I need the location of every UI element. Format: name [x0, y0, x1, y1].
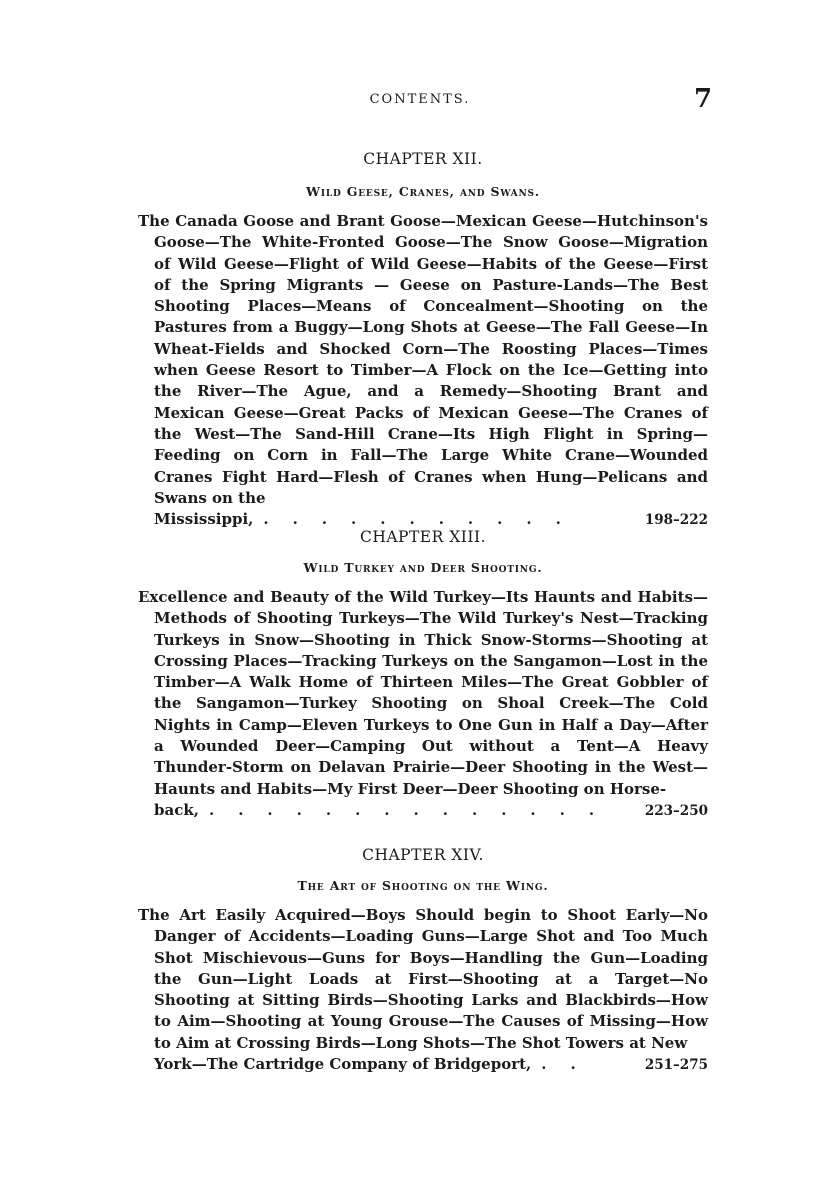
- chapter-subtitle: The Art of Shooting on the Wing.: [297, 878, 549, 893]
- dot-leader: ..............: [208, 800, 619, 819]
- summary-last-line: Mississippi,: [154, 510, 254, 529]
- chapter-subtitle: Wild Turkey and Deer Shooting.: [303, 560, 543, 575]
- dot-leader: ..: [541, 1055, 600, 1074]
- chapter-summary: [138, 211, 708, 531]
- chapter-title: CHAPTER XII.: [363, 150, 483, 168]
- page-range: 223–250: [644, 802, 708, 819]
- chapter-subtitle: Wild Geese, Cranes, and Swans.: [306, 184, 540, 199]
- summary-text: Excellence and Beauty of the Wild Turkey—Its Haunts and Habits—Methods of Shooting Turkeys—The Wild Turkey's Nest—Tracking Turkeys in Snow—Shooting in Thick Snow-Storms—Shooting at Crossing Places—Tracking Turkeys on the Sangamon—Lost in the Timber—A Walk Home of Thirteen Miles—The Great Gobbler of the Sangamon—Turkey Shooting on Shoal Creek—The Cold Nights in Camp—Eleven Turkeys to One Gun in Half a Day—After a Wounded Deer—Camping Out without a Tent—A Heavy Thunder-Storm on Delavan Prairie—Deer Shooting in the West—Haunts and Habits—My First Deer—Deer Shooting on Horse-: [138, 588, 708, 798]
- chapter-title: CHAPTER XIV.: [362, 846, 484, 864]
- chapter-title: CHAPTER XIII.: [359, 528, 487, 546]
- chapter-xii: [138, 150, 708, 531]
- summary-tail: [154, 800, 708, 822]
- summary-last-line: York—The Cartridge Company of Bridgeport,: [154, 1055, 532, 1074]
- summary-last-line: back,: [154, 800, 199, 819]
- chapter-xiii: [138, 528, 708, 822]
- running-head: CONTENTS.: [369, 92, 471, 107]
- chapter-xiv: [138, 846, 708, 1076]
- page-number: 7: [694, 84, 713, 114]
- page-range: 198–222: [644, 512, 708, 529]
- page-range: 251–275: [644, 1057, 708, 1074]
- summary-tail: [154, 1054, 708, 1076]
- summary-text: The Canada Goose and Brant Goose—Mexican Geese—Hutchinson's Goose—The White-Fronted Goose—The Snow Goose—Migration of Wild Geese—Flight of Wild Geese—Habits of the Geese—First of the Spring Migrants — Geese on Pasture-Lands—The Best Shooting Places—Means of Concealment—Shooting on the Pastures from a Buggy—Long Shots at Geese—The Fall Geese—In Wheat-Fields and Shocked Corn—The Roosting Places—Times when Geese Resort to Timber—A Flock on the Ice—Getting into the River—The Ague, and a Remedy—Shooting Brant and Mexican Geese—Great Packs of Mexican Geese—The Cranes of the West—The Sand-Hill Crane—Its High Flight in Spring—Feeding on Corn in Fall—The Large White Crane—Wounded Cranes Fight Hard—Flesh of Cranes when Hung—Pelicans and Swans on the: [138, 212, 708, 507]
- chapter-summary: [138, 905, 708, 1076]
- dot-leader: ...........: [263, 510, 585, 529]
- summary-text: The Art Easily Acquired—Boys Should begin to Shoot Early—No Danger of Accidents—Loading Guns—Large Shot and Too Much Shot Mischievous—Guns for Boys—Handling the Gun—Loading the Gun—Light Loads at First—Shooting at a Target—No Shooting at Sitting Birds—Shooting Larks and Blackbirds—How to Aim—Shooting at Young Grouse—The Causes of Missing—How to Aim at Crossing Birds—Long Shots—The Shot Towers at New: [138, 906, 708, 1052]
- chapter-summary: [138, 587, 708, 822]
